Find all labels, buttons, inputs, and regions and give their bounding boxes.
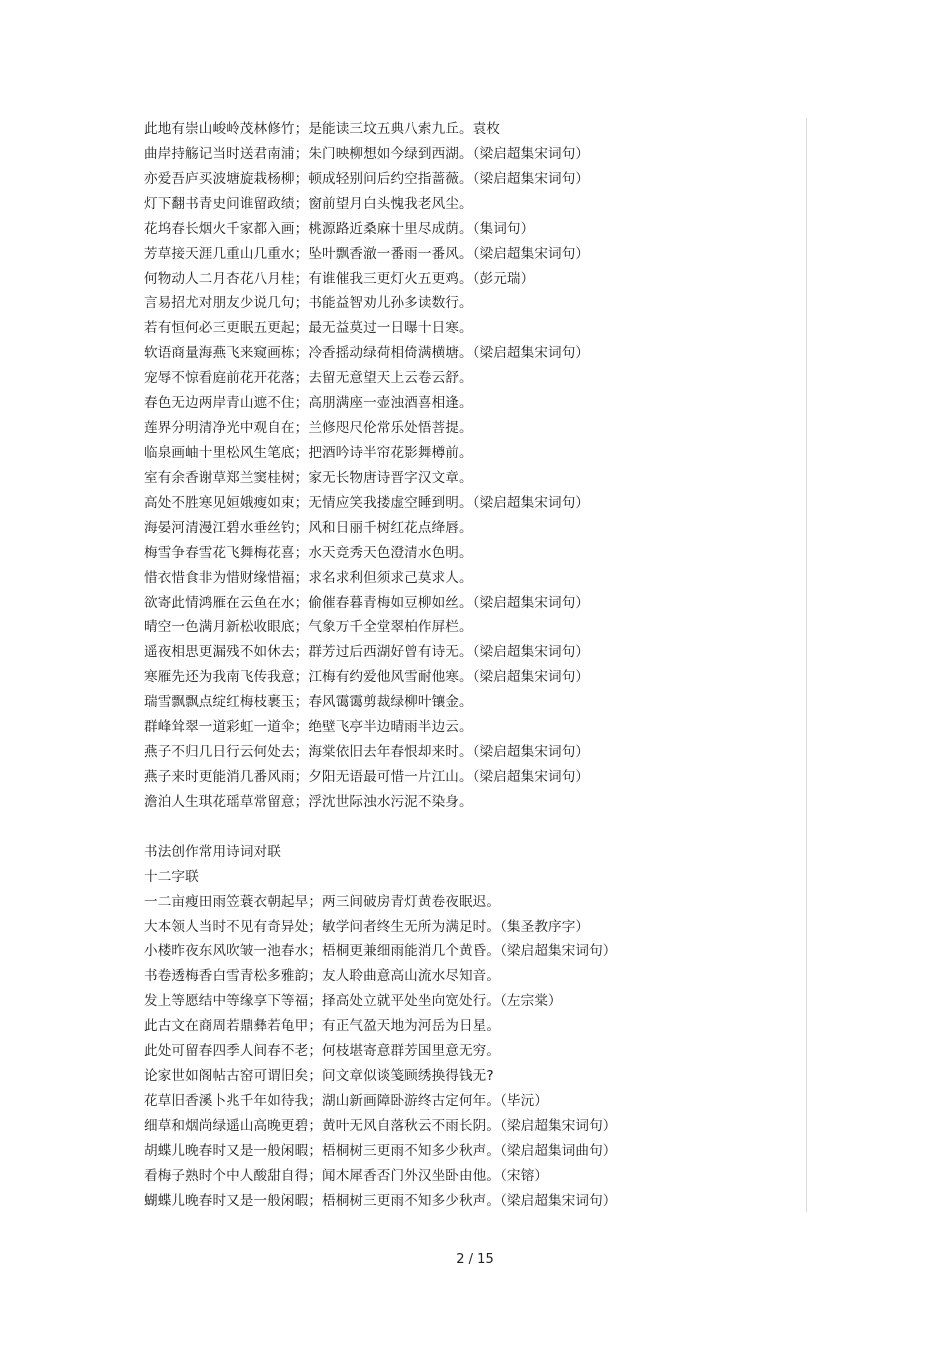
couplet-line: 此地有崇山峻岭茂林修竹；是能读三坟五典八索九丘。袁枚: [144, 121, 501, 137]
couplet-line: 言易招尤对朋友少说几句；书能益智劝儿孙多读数行。: [144, 295, 473, 312]
couplet-line: 此处可留春四季人间春不老；何枝堪寄意群芳国里意无穷。: [144, 1043, 501, 1060]
couplet-line: 花坞春长烟火千家都入画；桃源路近桑麻十里尽成荫。（集词句）: [144, 220, 535, 237]
couplet-line: 梅雪争春雪花飞舞梅花喜；水天竞秀天色澄清水色明。: [144, 544, 473, 561]
couplet-line: 高处不胜寒见姮娥瘦如束；无情应笑我搂虚空睡到明。（梁启超集宋词句）: [144, 494, 590, 511]
couplet-line: 遥夜相思更漏残不如休去；群芳过后西湖好曾有诗无。（梁启超集宋词句）: [144, 644, 590, 661]
couplet-line: 花草旧香溪卜兆千年如待我；湖山新画障卧游终古定何年。（毕沅）: [144, 1092, 549, 1109]
couplet-line: 燕子不归几日行云何处去；海棠依旧去年春恨却来时。（梁启超集宋词句）: [144, 744, 590, 761]
couplet-line: 曲岸持觞记当时送君南浦；朱门映柳想如今绿到西湖。（梁启超集宋词句）: [144, 145, 590, 162]
couplet-line: 临泉画岫十里松风生笔底；把酒吟诗半帘花影舞樽前。: [144, 444, 473, 461]
couplet-line: 灯下翻书青史问谁留政绩；窗前望月白头愧我老风尘。: [144, 195, 473, 212]
couplet-line: 论家世如阁帖古窑可谓旧矣；问文章似谈笺顾绣换得钱无?: [144, 1068, 494, 1085]
couplet-list-part2: [144, 890, 804, 1214]
couplet-line: 海晏河清漫江碧水垂丝钓；风和日丽千树红花点绛唇。: [144, 519, 473, 536]
page-content: [144, 117, 804, 1214]
couplet-line: 宠辱不惊看庭前花开花落；去留无意望天上云卷云舒。: [144, 370, 473, 387]
couplet-line: 何物动人二月杏花八月桂；有谁催我三更灯火五更鸡。（彭元瑞）: [144, 270, 535, 287]
couplet-line: 晴空一色满月新松收眼底；气象万千全堂翠柏作屏栏。: [144, 619, 473, 636]
couplet-line: 小楼昨夜东风吹皱一池春水；梧桐更兼细雨能消几个黄昏。（梁启超集宋词句）: [144, 943, 617, 960]
couplet-line: 群峰耸翠一道彩虹一道伞；绝壁飞亭半边晴雨半边云。: [144, 719, 473, 736]
couplet-line: 春色无边两岸青山遮不住；高朋满座一壶浊酒喜相逢。: [144, 395, 473, 412]
couplet-line: 惜衣惜食非为惜财缘惜福；求名求利但须求己莫求人。: [144, 569, 473, 586]
section-title: 书法创作常用诗词对联: [144, 843, 281, 860]
couplet-line: 芳草接天涯几重山几重水；坠叶飘香澈一番雨一番风。（梁启超集宋词句）: [144, 245, 590, 262]
couplet-line: 寒雁先还为我南飞传我意；江梅有约爱他风雪耐他寒。（梁启超集宋词句）: [144, 669, 590, 686]
couplet-line: 细草和烟尚绿遥山高晚更碧；黄叶无风自落秋云不雨长阴。（梁启超集宋词句）: [144, 1117, 617, 1134]
couplet-line: 蝴蝶儿晚春时又是一般闲暇；梧桐树三更雨不知多少秋声。（梁启超集宋词句）: [144, 1192, 617, 1209]
couplet-line: 澹泊人生琪花瑶草常留意；浮沈世际浊水污泥不染身。: [144, 793, 473, 810]
couplet-line: 室有余香谢草郑兰窦桂树；家无长物唐诗晋字汉文章。: [144, 469, 473, 486]
couplet-line: 书卷透梅香白雪青松多雅韵；友人聆曲意高山流水尽知音。: [144, 968, 501, 985]
couplet-line: 大本领人当时不见有奇异处；敏学问者终生无所为满足时。（集圣教序字）: [144, 918, 590, 935]
couplet-line: 发上等愿结中等缘享下等福；择高处立就平处坐向宽处行。（左宗棠）: [144, 993, 562, 1010]
couplet-line: 瑞雪飘飘点绽红梅枝裹玉；春风霭霭剪裁绿柳叶镶金。: [144, 694, 473, 711]
page-number: 2 / 15: [456, 1252, 494, 1267]
couplet-line: 软语商量海燕飞来窥画栋；冷香摇动绿荷相倚满横塘。（梁启超集宋词句）: [144, 345, 590, 362]
couplet-line: 一二亩瘦田雨笠蓑衣朝起早；两三间破房青灯黄卷夜眠迟。: [144, 893, 501, 910]
couplet-line: 莲界分明清净光中观自在；兰修咫尺伦常乐处悟菩提。: [144, 420, 473, 437]
couplet-line: 此古文在商周若鼎彝若龟甲；有正气盈天地为河岳为日星。: [144, 1018, 501, 1035]
couplet-list-part1: [144, 117, 804, 815]
couplet-line: 欲寄此情鸿雁在云鱼在水；偷催春暮青梅如豆柳如丝。（梁启超集宋词句）: [144, 594, 590, 611]
couplet-line: 胡蝶儿晚春时又是一般闲暇；梧桐树三更雨不知多少秋声。（梁启超集词曲句）: [144, 1142, 617, 1159]
couplet-line: 看梅子熟时个中人酸甜自得；闻木犀香否门外汉坐卧由他。（宋镕）: [144, 1167, 549, 1184]
right-margin-rule: [806, 118, 807, 1212]
couplet-line: 若有恒何必三更眠五更起；最无益莫过一日曝十日寒。: [144, 320, 473, 337]
couplet-line: 燕子来时更能消几番风雨；夕阳无语最可惜一片江山。（梁启超集宋词句）: [144, 768, 590, 785]
section-subtitle: 十二字联: [144, 868, 199, 885]
couplet-line: 亦爱吾庐买波塘旋栽杨柳；顿成轻别问后约空指蔷薇。（梁启超集宋词句）: [144, 170, 590, 187]
blank-line: [144, 815, 804, 840]
